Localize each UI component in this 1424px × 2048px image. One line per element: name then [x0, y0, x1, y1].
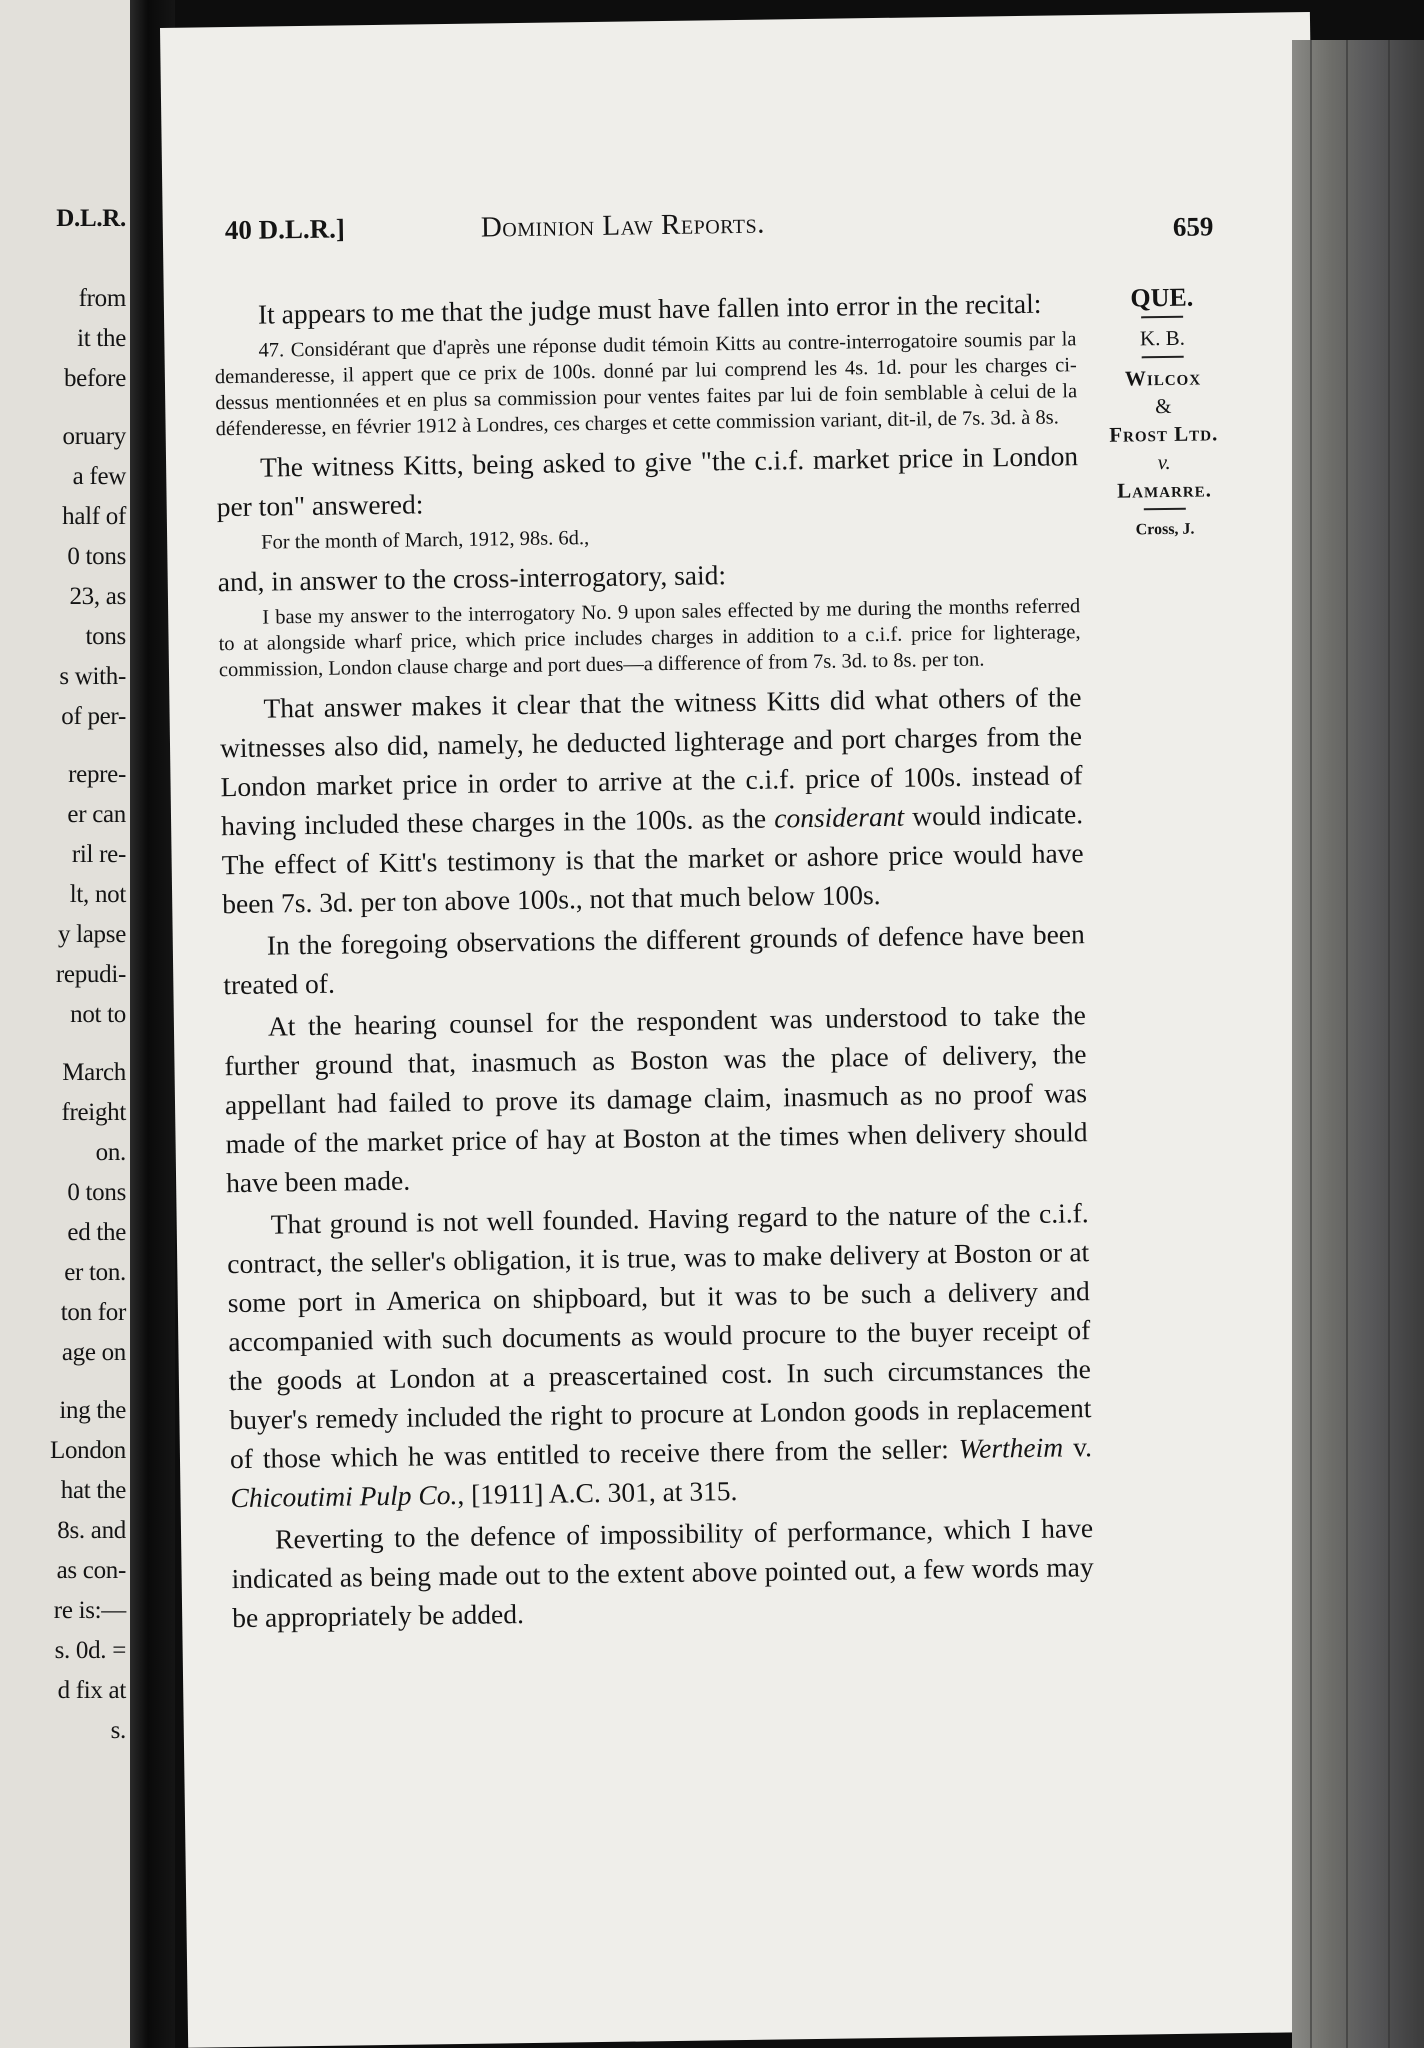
respondent-name: Lamarre.: [1117, 477, 1213, 503]
province-label: QUE.: [1130, 282, 1194, 313]
edge-line: [1388, 40, 1390, 2048]
paragraph: [219, 677, 1084, 923]
facing-page-line: re is:—: [53, 1597, 126, 1624]
facing-page-line: repre-: [68, 761, 126, 788]
appellant-name-cont: Frost Ltd.: [1109, 421, 1219, 447]
facing-page-line: it the: [77, 325, 126, 352]
appellant-name: Wilcox: [1124, 365, 1202, 391]
facing-page-line: freight: [61, 1099, 126, 1126]
paragraph: In the foregoing observations the different grounds of defence have been treated of.: [223, 918, 1085, 1001]
ampersand: &: [1155, 393, 1172, 419]
divider: [1144, 508, 1186, 511]
edge-line: [1310, 40, 1312, 2048]
facing-page-line: not to: [70, 1001, 126, 1028]
facing-page-line: y lapse: [57, 921, 126, 948]
facing-page-line: London: [50, 1437, 126, 1464]
text-run: That ground is not well founded. Having regard to the nature of the c.i.f. contract, the seller's obligation, it is true, was to make delivery at Boston or at some port in America on shipboard, but it was to be such a delivery and accompanied with such documents as would procure to the buyer receipt of the goods at London at a preascertained cost. In such circumstances the buyer's remedy included the right to procure at London goods in replacement of those which he was entitled to receive there from the seller:: [227, 1197, 1092, 1475]
citation: , [1911] A.C. 301, at 315.: [457, 1475, 738, 1510]
facing-page-line: tons: [85, 623, 126, 650]
divider: [1141, 316, 1183, 319]
italic-term: considerant: [774, 800, 905, 834]
facing-page-line: ton for: [60, 1299, 126, 1326]
text-run: would indicate. The effect of Kitt's testimony is that the market or ashore price would have been 7s. 3d. per ton above 100s., not that much below 100s.: [221, 798, 1084, 920]
facing-page-line: before: [63, 365, 126, 392]
facing-page-line: on.: [95, 1139, 126, 1166]
case-name: Chicoutimi Pulp Co.: [230, 1478, 458, 1514]
facing-page-line: s with-: [59, 663, 126, 690]
court-label: K. B.: [1139, 325, 1186, 351]
paragraph: It appears to me that the judge must have fallen into error in the recital:: [257, 287, 1042, 330]
facing-page-line: er ton.: [64, 1259, 126, 1286]
facing-page-line: a few: [72, 463, 126, 490]
facing-page-line: ing the: [59, 1397, 126, 1424]
judge-name: Cross, J.: [1135, 520, 1195, 539]
facing-page-line: oruary: [62, 423, 126, 450]
versus-label: v.: [1157, 449, 1171, 475]
facing-page-line: of per-: [61, 703, 126, 730]
facing-running-head: D.L.R.: [56, 205, 126, 232]
facing-page-line: ed the: [67, 1219, 126, 1246]
facing-page-line: 8s. and: [57, 1517, 126, 1544]
facing-page-line: 0 tons: [67, 1179, 126, 1206]
text-run: v.: [1062, 1431, 1093, 1463]
facing-page-line: age on: [61, 1339, 126, 1366]
quoted-cross-answer: I base my answer to the interrogatory No. 9 upon sales effected by me during the months referred to at alongside wharf price, which price includes charges in addition to a c.i.f. price for lighterage, commission, London clause charge and port dues—a difference of from 7s. 3d. to 8s. per ton.: [218, 595, 1081, 682]
facing-page-line: as con-: [56, 1557, 126, 1584]
divider: [1142, 356, 1184, 359]
facing-page-line: repudi-: [55, 961, 126, 988]
case-name: Wertheim: [958, 1431, 1064, 1464]
paragraph: At the hearing counsel for the respondent was understood to take the further ground that, inasmuch as Boston was the place of delivery, the appellant had failed to prove its damage claim, inasmuch as no proof was made of the market price of hay at Boston at the times when delivery should have been made.: [224, 999, 1088, 1199]
facing-page-line: s.: [110, 1717, 126, 1744]
edge-line: [1346, 40, 1348, 2048]
page-number: 659: [1172, 211, 1214, 242]
facing-page-line: 0 tons: [67, 543, 126, 570]
facing-page-line: s. 0d. =: [54, 1637, 126, 1664]
book-page: [160, 12, 1338, 2048]
facing-page-line: hat the: [60, 1477, 126, 1504]
facing-page-line: er can: [67, 801, 126, 828]
paragraph: [226, 1193, 1092, 1517]
facing-page-line: 23, as: [69, 583, 126, 610]
facing-page-line: from: [78, 285, 126, 312]
paragraph-continuation: and, in answer to the cross-interrogatory, said:: [217, 559, 727, 598]
quoted-considerant: 47. Considérant que d'après une réponse dudit témoin Kitts au contre-interrogatoire soumis par la demanderesse, il appert que ce prix de 100s. donné par lui comprend les 4s. 1d. pour les charges ci-dessus mentionnées et en plus sa commission pour ventes faites par lui de foin semblable à celui de la défenderesse, en février 1912 à Londres, ces charges et cette commission variant, dit-il, de 7s. 3d. à 8s.: [214, 328, 1078, 441]
volume-reference: 40 D.L.R.]: [224, 213, 346, 246]
text-run: That answer makes it clear that the witness Kitts did what others of the witnesses also did, namely, he deducted lighterage and port charges from the London market price in order to arrive at the c.i.f. price of 100s. instead of having included these charges in the 100s. as the: [219, 681, 1083, 842]
facing-page-line: d fix at: [57, 1677, 126, 1704]
facing-page-line: lt, not: [69, 881, 126, 908]
facing-page-line: March: [62, 1059, 126, 1086]
facing-page-fragment: [0, 0, 138, 2048]
case-margin-notes: [1092, 283, 1236, 545]
page-body: [214, 283, 1095, 1640]
paragraph: The witness Kitts, being asked to give "the c.i.f. market price in London per ton" answered:: [216, 440, 1079, 523]
running-title: Dominion Law Reports.: [480, 207, 766, 244]
quoted-answer: For the month of March, 1912, 98s. 6d.,: [261, 527, 590, 554]
page-stack-edge: [1292, 40, 1424, 2048]
facing-page-line: ril re-: [71, 841, 126, 868]
paragraph: Reverting to the defence of impossibility of performance, which I have indicated as being made out to the extent above pointed out, a few words may be appropriately be added.: [231, 1512, 1094, 1634]
facing-page-line: half of: [62, 503, 126, 530]
